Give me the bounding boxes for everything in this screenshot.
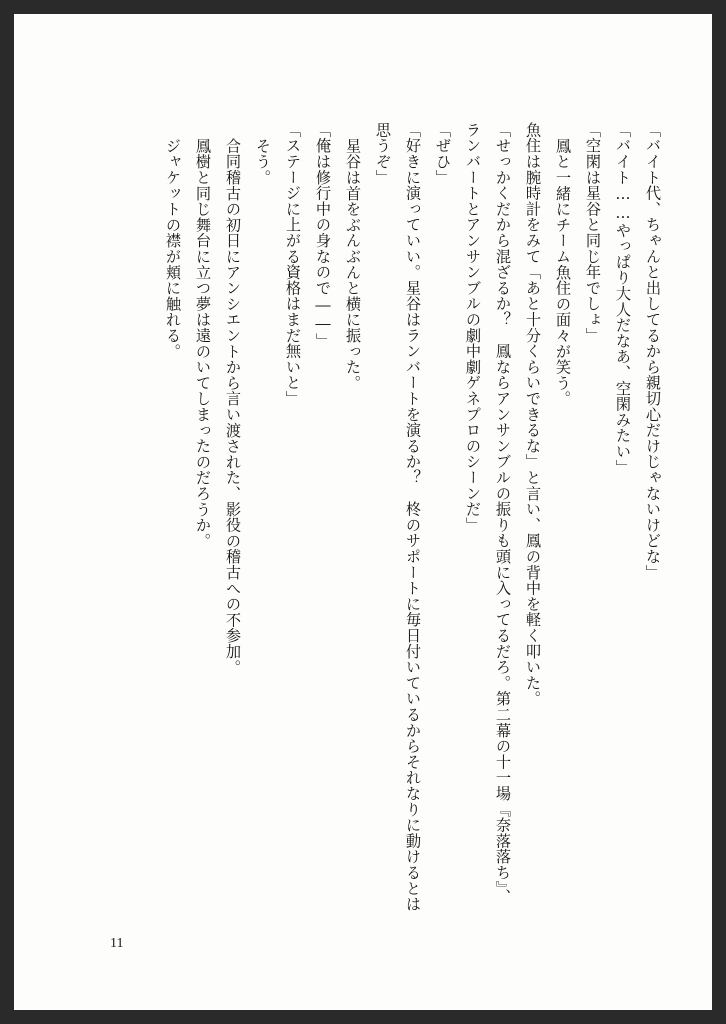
page-number: 11 — [110, 936, 124, 951]
paragraph: 「バイト……やっぱり大人だなあ、空閑みたい」 — [614, 122, 632, 476]
paragraph: 「ぜひ」 — [434, 122, 452, 186]
paragraph: 鳳樹と同じ舞台に立つ夢は遠のいてしまったのだろうか。 — [194, 138, 212, 549]
paragraph: 合同稽古の初日にアンシエントから言い渡された、影役の稽古への不参加。 — [224, 138, 242, 676]
paragraph: 「バイト代、ちゃんと出してるから親切心だけじゃないけどな」 — [644, 122, 662, 581]
paragraph: 「俺は修行中の身なので――」 — [314, 122, 332, 349]
paragraph: 「ステージに上がる資格はまだ無いと」 — [284, 122, 302, 407]
paragraph: そう。 — [254, 138, 272, 186]
paragraph: 星谷は首をぶんぶんと横に振った。 — [344, 138, 362, 391]
vertical-body-text — [120, 122, 668, 912]
book-page — [14, 14, 712, 1010]
paragraph: 魚住は腕時計をみて「あと十分くらいできるな」と言い、鳳の背中を軽く叩いた。 — [524, 122, 542, 707]
paragraph: 鳳と一緒にチーム魚住の面々が笑う。 — [554, 138, 572, 407]
paragraph: 「せっかくだから混ざるか？ 鳳ならアンサンブルの振りも頭に入ってるだろ。第二幕の十一場『奈落落ち』、ランバートとアンサンブルの劇中劇ゲネプロのシーンだ」 — [464, 122, 512, 905]
paragraph: 「好きに演っていい。星谷はランバートを演るか？ 柊のサポートに毎日付いているからそれなりに動けるとは思うぞ」 — [374, 122, 422, 912]
paragraph: 「空閑は星谷と同じ年でしょ」 — [584, 122, 602, 344]
paragraph: ジャケットの襟が頬に触れる。 — [164, 138, 182, 360]
